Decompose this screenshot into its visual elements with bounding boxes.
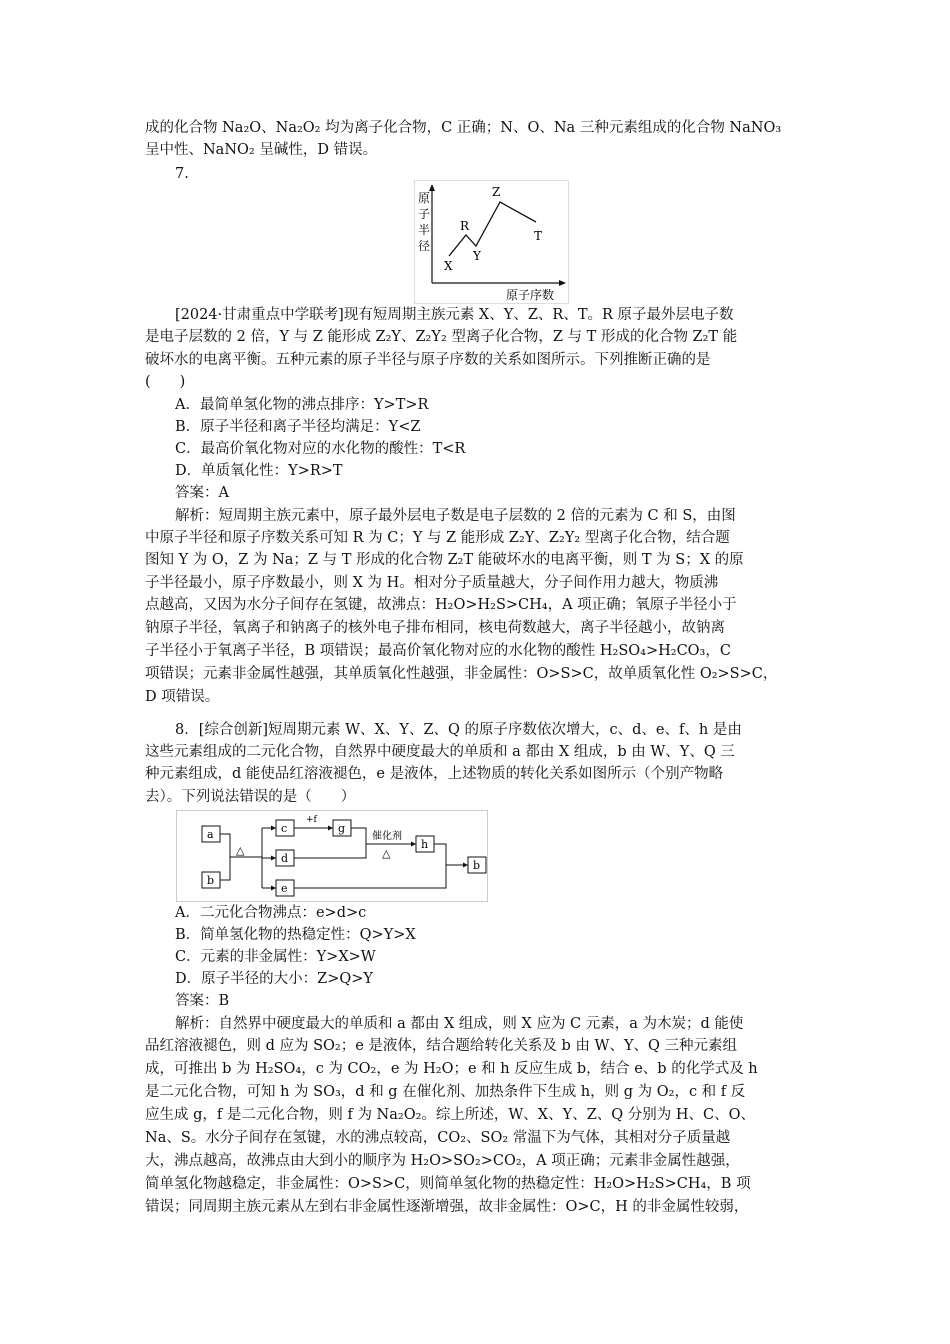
analysis-line: D 项错误。 (145, 689, 220, 705)
analysis-line: 钠原子半径，氧离子和钠离子的核外电子排布相同，核电荷数越大，离子半径越小，故钠离 (145, 620, 725, 636)
atomic-radius-figure (414, 180, 569, 304)
analysis-line: 子半径小于氧离子半径，B 项错误；最高价氧化物对应的水化物的酸性 H₂SO₄>H₂CO₃，C (145, 643, 731, 659)
point-label-r: R (460, 219, 470, 233)
analysis-line: 应生成 g，f 是二元化合物，则 f 为 Na₂O₂。综上所述，W、X、Y、Z、Q 分别为 H、C、O、 (145, 1107, 756, 1123)
y-axis-label-char: 原 (418, 191, 431, 205)
question-number: 7. (175, 166, 189, 182)
text-line: 呈中性、NaNO₂ 呈碱性，D 错误。 (145, 142, 378, 158)
analysis-line: 大，沸点越高，故沸点由大到小的顺序为 H₂O>SO₂>CO₂，A 项正确；元素非金属性越强， (145, 1153, 740, 1169)
analysis-line: 品红溶液褪色，则 d 应为 SO₂；e 是液体，结合题给转化关系及 b 由 W、Y、Q 三种元素组 (145, 1038, 738, 1054)
y-axis-label-char: 半 (418, 223, 431, 237)
answer-blank: ( ) (145, 374, 186, 390)
analysis-line: 点越高，又因为水分子间存在氢键，故沸点：H₂O>H₂S>CH₄，A 项正确；氧原子半径小于 (145, 597, 737, 613)
x-axis-label: 原子序数 (506, 288, 555, 302)
question-8-line: 种元素组成，d 能使品红溶液褪色，e 是液体，上述物质的转化关系如图所示（个别产物略 (145, 766, 724, 782)
node-g: g (338, 822, 346, 835)
text-line: [2024·甘肃重点中学联考]现有短周期主族元素 X、Y、Z、R、T。R 原子最外层电子数 (175, 307, 734, 323)
analysis-line: 解析：短周期主族元素中，原子最外层电子数是电子层数的 2 倍的元素为 C 和 S，由图 (175, 508, 736, 524)
conversion-diagram (176, 810, 488, 902)
y-axis-label-char: 径 (418, 239, 431, 253)
text-line: 是电子层数的 2 倍，Y 与 Z 能形成 Z₂Y、Z₂Y₂ 型离子化合物，Z 与 T 形成的化合物 Z₂T 能 (145, 329, 738, 345)
question-8-line: 这些元素组成的二元化合物，自然界中硬度最大的单质和 a 都由 X 组成，b 由 W、Y、Q 三 (145, 744, 735, 760)
analysis-line: 是二元化合物，可知 h 为 SO₃，d 和 g 在催化剂、加热条件下生成 h，则 g 为 O₂，c 和 f 反 (145, 1084, 746, 1100)
option-a: A．二元化合物沸点：e>d>c (175, 905, 367, 921)
point-label-t: T (534, 229, 543, 243)
point-label-z: Z (492, 185, 501, 199)
analysis-line: 中原子半径和原子序数关系可知 R 为 C；Y 与 Z 能形成 Z₂Y、Z₂Y₂ 型离子化合物，结合题 (145, 530, 730, 546)
catalyst-label: 催化剂 (372, 831, 402, 842)
analysis-line: 错误；同周期主族元素从左到右非金属性逐渐增强，故非金属性：O>C，H 的非金属性较弱， (145, 1199, 749, 1215)
heat-symbol-2: △ (382, 847, 391, 860)
option-c: C．元素的非金属性：Y>X>W (175, 949, 376, 965)
analysis-line: Na、S。水分子间存在氢键，水的沸点较高，CO₂、SO₂ 常温下为气体，其相对分子质量越 (145, 1130, 731, 1146)
point-label-y: Y (473, 249, 481, 263)
g-d-merge (294, 828, 366, 858)
text-line: 成的化合物 Na₂O、Na₂O₂ 均为离子化合物，C 正确；N、O、Na 三种元素组成的化合物 NaNO₃ (145, 120, 782, 136)
answer: 答案：A (175, 485, 229, 501)
node-a: a (207, 828, 214, 841)
x-axis-arrow (559, 280, 566, 286)
node-b: b (207, 874, 215, 887)
node-b-product: b (473, 859, 481, 872)
heat-symbol: △ (236, 844, 245, 857)
analysis-line: 解析：自然界中硬度最大的单质和 a 都由 X 组成，则 X 应为 C 元素，a 为木炭；d 能使 (175, 1016, 744, 1032)
option-b: B．简单氢化物的热稳定性：Q>Y>X (175, 927, 416, 943)
node-e: e (281, 882, 288, 895)
question-8-line: 8．[综合创新]短周期元素 W、X、Y、Z、Q 的原子序数依次增大，c、d、e、f、h 是由 (175, 722, 742, 738)
node-c: c (281, 822, 288, 835)
merge-line (220, 834, 230, 880)
analysis-line: 项错误；元素非金属性越强，其单质氧化性越强，非金属性：O>S>C，故单质氧化性 O₂>S>C， (145, 666, 778, 682)
analysis-line: 成，可推出 b 为 H₂SO₄，c 为 CO₂，e 为 H₂O；e 和 h 反应生成 b，结合 e、b 的化学式及 h (145, 1061, 758, 1077)
analysis-line: 子半径最小，原子序数最小，则 X 为 H。相对分子质量越大，分子间作用力越大，物质沸 (145, 575, 719, 591)
analysis-line: 图知 Y 为 O，Z 为 Na；Z 与 T 形成的化合物 Z₂T 能破坏水的电离平衡，则 T 为 S；X 的原 (145, 552, 744, 568)
answer: 答案：B (175, 993, 230, 1009)
analysis-line: 简单氢化物越稳定，非金属性：O>S>C，则简单氢化物的热稳定性：H₂O>H₂S>CH₄，B 项 (145, 1176, 751, 1192)
option-c: C．最高价氧化物对应的水化物的酸性：T<R (175, 441, 466, 457)
y-axis-label-chars (418, 191, 430, 253)
y-axis-label-char: 子 (418, 207, 431, 221)
node-h: h (421, 838, 429, 851)
option-d: D．原子半径的大小：Z>Q>Y (175, 971, 373, 987)
option-d: D．单质氧化性：Y>R>T (175, 463, 343, 479)
point-label-x: X (444, 259, 453, 273)
y-axis-arrow (429, 184, 435, 191)
option-a: A．最简单氢化物的沸点排序：Y>T>R (175, 397, 429, 413)
node-d: d (281, 852, 289, 865)
text-line: 破坏水的电离平衡。五种元素的原子半径与原子序数的关系如图所示。下列推断正确的是 (145, 352, 711, 368)
option-b: B．原子半径和离子半径均满足：Y<Z (175, 419, 421, 435)
plus-f-label: +f (306, 815, 317, 825)
question-8-line: 去）。下列说法错误的是（ ） (145, 789, 356, 805)
